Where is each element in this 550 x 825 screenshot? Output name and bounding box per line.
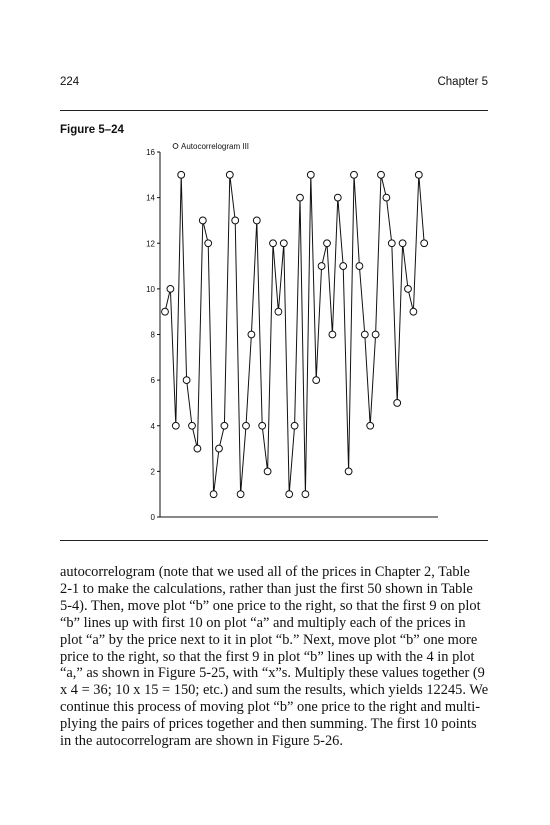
data-point: [275, 308, 282, 315]
data-point: [248, 331, 255, 338]
data-point: [388, 240, 395, 247]
body-line: x 4 = 36; 10 x 15 = 150; etc.) and sum the results, which yields 12245. We: [60, 682, 489, 699]
y-tick-label: 14: [146, 193, 155, 203]
data-point: [232, 217, 239, 224]
y-tick-label: 6: [150, 376, 155, 386]
data-point: [318, 263, 325, 270]
data-point: [270, 240, 277, 247]
y-tick-label: 2: [150, 467, 155, 477]
data-point: [243, 422, 250, 429]
data-point: [313, 377, 320, 384]
data-point: [410, 308, 417, 315]
data-point: [399, 240, 406, 247]
legend-marker-icon: [173, 144, 178, 149]
body-line: continue this process of moving plot “b” one price to the right and multi-: [60, 699, 481, 716]
y-tick-label: 4: [150, 421, 155, 431]
data-point: [291, 422, 298, 429]
data-point: [421, 240, 428, 247]
data-point: [264, 468, 271, 475]
data-point: [221, 422, 228, 429]
data-point: [205, 240, 212, 247]
chapter-label: Chapter 5: [437, 76, 488, 88]
page-number: 224: [60, 76, 80, 88]
body-paragraph: [60, 564, 490, 750]
data-point: [340, 263, 347, 270]
body-line: plot “a” by the price next to it in plot “b.” Next, move plot “b” one more: [60, 631, 478, 648]
data-point: [162, 308, 169, 315]
data-point: [394, 400, 401, 407]
data-point: [356, 263, 363, 270]
data-point: [199, 217, 206, 224]
body-line: autocorrelogram (note that we used all of the prices in Chapter 2, Table: [60, 564, 470, 580]
body-line: “a,” as shown in Figure 5-25, with “x”s. Multiply these values together (9: [60, 665, 485, 682]
y-tick-label: 10: [146, 284, 155, 294]
data-point: [302, 491, 309, 498]
data-point: [351, 171, 358, 178]
data-point: [167, 285, 174, 292]
bottom-rule: [60, 540, 488, 541]
body-line: price to the right, so that the first 9 in plot “b” lines up with the 4 in plot: [60, 648, 475, 665]
body-line: “b” lines up with first 10 on plot “a” and multiply each of the prices in: [60, 614, 466, 631]
data-point: [367, 422, 374, 429]
body-line: plying the pairs of prices together and then summing. The first 10 points: [60, 716, 477, 733]
data-point: [237, 491, 244, 498]
data-point: [329, 331, 336, 338]
data-point: [210, 491, 217, 498]
data-point: [378, 171, 385, 178]
legend-label: Autocorrelogram III: [181, 142, 250, 151]
y-tick-label: 16: [146, 148, 155, 157]
data-point: [216, 445, 223, 452]
data-point: [324, 240, 331, 247]
data-point: [253, 217, 260, 224]
data-point: [307, 171, 314, 178]
data-point: [259, 422, 266, 429]
data-point: [297, 194, 304, 201]
data-point: [334, 194, 341, 201]
body-line: 5-4). Then, move plot “b” one price to the right, so that the first 9 on plot: [60, 597, 481, 614]
figure-label: Figure 5–24: [60, 124, 124, 136]
y-tick-label: 8: [150, 330, 155, 340]
data-point: [405, 285, 412, 292]
data-point: [226, 171, 233, 178]
data-point: [372, 331, 379, 338]
data-point: [172, 422, 179, 429]
data-point: [286, 491, 293, 498]
data-point: [345, 468, 352, 475]
data-point: [280, 240, 287, 247]
data-point: [383, 194, 390, 201]
data-point: [178, 171, 185, 178]
data-point: [189, 422, 196, 429]
body-line: in the autocorrelogram are shown in Figure 5-26.: [60, 733, 343, 750]
data-point: [183, 377, 190, 384]
body-line: 2-1 to make the calculations, rather than just the first 50 shown in Table: [60, 580, 473, 597]
data-point: [194, 445, 201, 452]
y-tick-label: 12: [146, 239, 155, 249]
data-point: [415, 171, 422, 178]
data-point: [361, 331, 368, 338]
y-tick-label: 0: [150, 513, 155, 522]
